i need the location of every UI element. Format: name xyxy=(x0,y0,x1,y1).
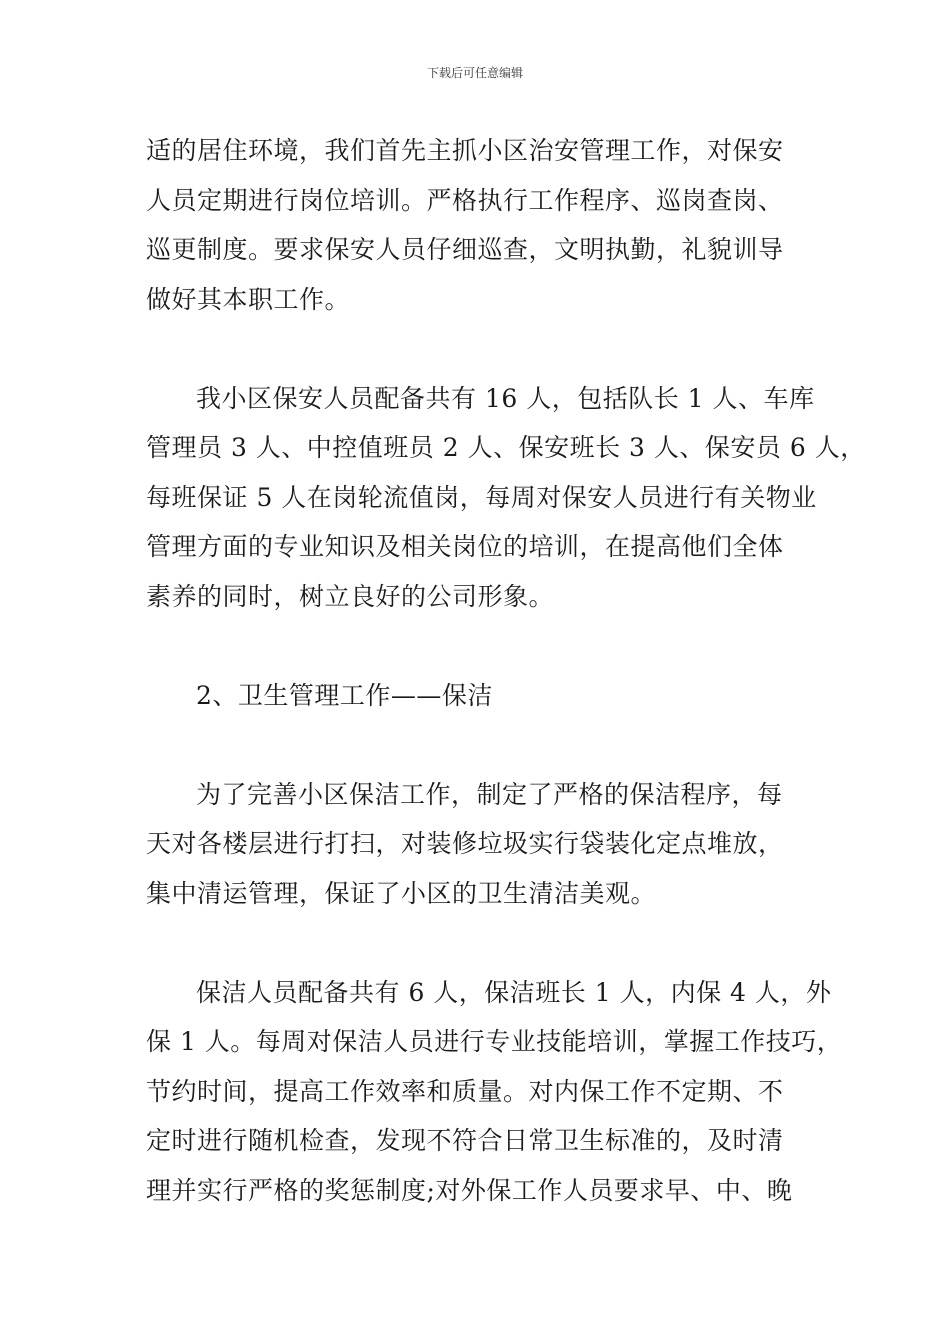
paragraph-line: 保洁人员配备共有 6 人，保洁班长 1 人，内保 4 人，外 xyxy=(196,977,832,1007)
paragraph-gap xyxy=(146,720,826,770)
paragraph-security-intro xyxy=(146,126,826,324)
paragraph-line: 做好其本职工作。 xyxy=(146,284,351,314)
paragraph-line: 节约时间，提高工作效率和质量。对内保工作不定期、不 xyxy=(146,1076,784,1106)
paragraph-gap xyxy=(146,324,826,374)
paragraph-line: 理并实行严格的奖惩制度;对外保工作人员要求早、中、晚 xyxy=(146,1175,793,1205)
paragraph-line: 管理员 3 人、中控值班员 2 人、保安班长 3 人、保安员 6 人， xyxy=(146,433,866,462)
paragraph-line: 巡更制度。要求保安人员仔细巡查，文明执勤，礼貌训导 xyxy=(146,235,784,264)
paragraph-line: 适的居住环境，我们首先主抓小区治安管理工作，对保安 xyxy=(146,136,784,165)
paragraph-line: 管理方面的专业知识及相关岗位的培训，在提高他们全体 xyxy=(146,532,784,561)
document-body xyxy=(146,126,866,1215)
paragraph-line: 集中清运管理，保证了小区的卫生清洁美观。 xyxy=(146,878,657,908)
section-heading-sanitation xyxy=(146,671,826,721)
paragraph-line: 我小区保安人员配备共有 16 人，包括队长 1 人、车库 xyxy=(196,383,815,413)
paragraph-gap xyxy=(146,918,826,968)
paragraph-gap xyxy=(146,621,826,671)
paragraph-cleaning-staff xyxy=(146,968,843,1216)
download-edit-note: 下载后可任意编辑 xyxy=(426,66,523,80)
paragraph-line: 人员定期进行岗位培训。严格执行工作程序、巡岗查岗、 xyxy=(146,185,784,215)
paragraph-line: 天对各楼层进行打扫，对装修垃圾实行袋装化定点堆放， xyxy=(146,829,784,858)
paragraph-security-staff xyxy=(146,374,866,622)
paragraph-line: 为了完善小区保洁工作，制定了严格的保洁程序，每 xyxy=(196,779,783,809)
paragraph-line: 每班保证 5 人在岗轮流值岗，每周对保安人员进行有关物业 xyxy=(146,482,817,512)
section-heading: 2、卫生管理工作——保洁 xyxy=(196,680,493,710)
paragraph-line: 定时进行随机检查，发现不符合日常卫生标准的，及时清 xyxy=(146,1126,784,1155)
paragraph-line: 保 1 人。每周对保洁人员进行专业技能培训，掌握工作技巧， xyxy=(146,1027,843,1056)
paragraph-line: 素养的同时，树立良好的公司形象。 xyxy=(146,581,555,611)
paragraph-cleaning-procedure xyxy=(146,770,826,919)
